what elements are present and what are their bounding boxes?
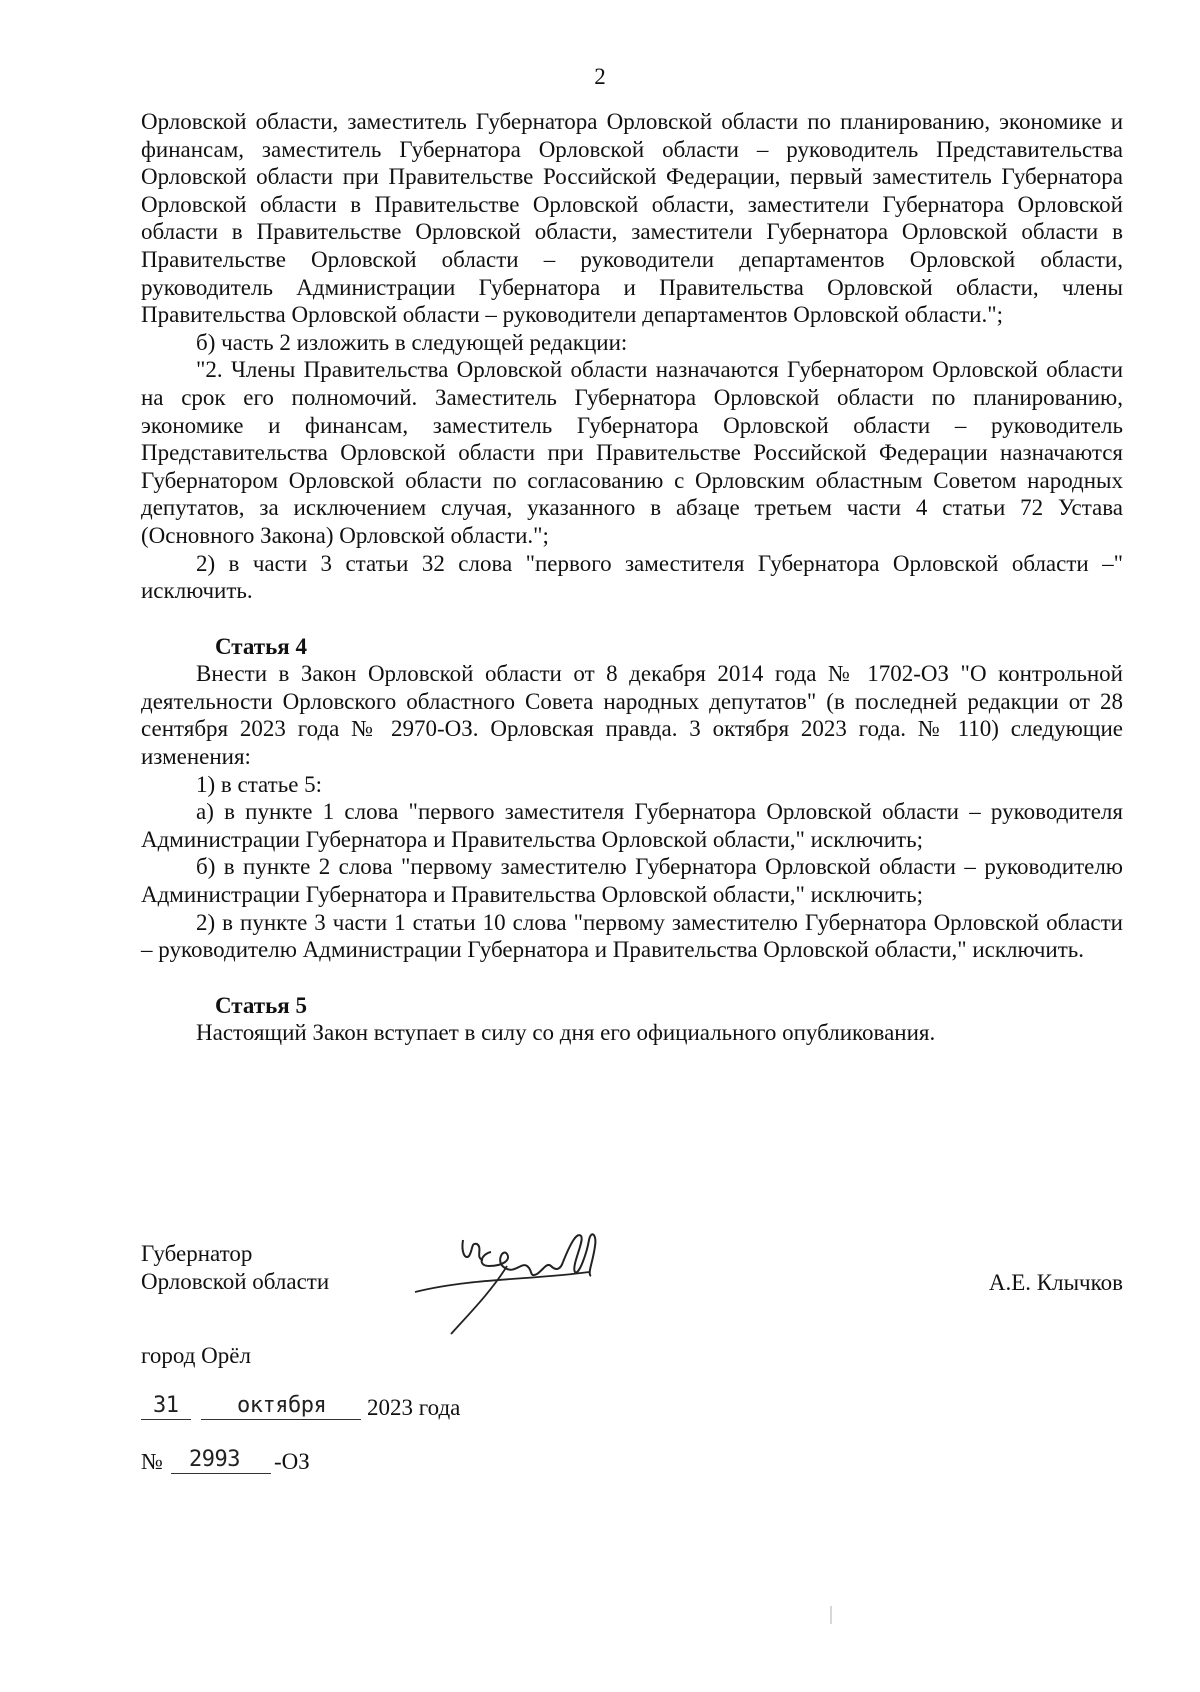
signatory-title-line: Орловской области [141, 1269, 330, 1294]
city: город Орёл [141, 1343, 251, 1368]
law-number [141, 1449, 401, 1479]
paragraph: Орловской области, заместитель Губернатора Орловской области по планированию, экономике и финансам, заместитель Губернатора Орловской области – руководитель Представительства Орловской области при Правительстве Российской Федерации, первый заместитель Губернатора Орловской области в Правительстве Орловской области, заместители Губернатора Орловской области в Правительстве Орловской области, заместители Губернатора Орловской области в Правительстве Орловской области – руководители департаментов Орловской области, руководитель Администрации Губернатора и Правительства Орловской области, члены Правительства Орловской области – руководители департаментов Орловской области."; [141, 109, 1123, 328]
paragraph: б) часть 2 изложить в следующей редакции: [196, 329, 628, 355]
paragraph: Настоящий Закон вступает в силу со дня его официального опубликования. [196, 1020, 936, 1046]
paragraph: Внести в Закон Орловской области от 8 декабря 2014 года № 1702-ОЗ "О контрольной деятельности Орловского областного Совета народных депутатов" (в последней редакции от 28 сентября 2023 года № 2970-ОЗ. Орловская правда. 3 октября 2023 года. № 110) следующие изменения: [141, 661, 1123, 770]
paragraph: 2) в части 3 статьи 32 слова "первого заместителя Губернатора Орловской области –" исключить. [141, 550, 1123, 604]
article-heading: Статья 5 [215, 992, 307, 1018]
law-number-suffix: -ОЗ [274, 1449, 310, 1474]
article-heading: Статья 4 [215, 633, 307, 659]
signatory-title-line: Губернатор [141, 1241, 253, 1266]
signatory-title [141, 1240, 329, 1296]
signature-block [141, 1240, 1123, 1340]
handwritten-signature [411, 1222, 641, 1342]
document-body [141, 108, 1123, 1047]
paragraph: а) в пункте 1 слова "первого заместителя Губернатора Орловской области – руководителя Администрации Губернатора и Правительства Орловской области," исключить; [141, 799, 1123, 852]
paragraph: б) в пункте 2 слова "первому заместителю Губернатора Орловской области – руководителю Администрации Губернатора и Правительства Орловской области," исключить; [141, 854, 1123, 908]
date-month: октября [237, 1393, 327, 1418]
date-year: 2023 года [367, 1395, 461, 1420]
paragraph: "2. Члены Правительства Орловской области назначаются Губернатором Орловской области на срок его полномочий. Заместитель Губернатора Орловской области по планированию, экономике и финансам, заместитель Губернатора Орловской области – руководитель Представительства Орловской области при Правительстве Российской Федерации назначаются Губернатором Орловской области по согласованию с Орловским областным Советом народных депутатов, за исключением случая, указанного в абзаце третьем части 4 статьи 72 Устава (Основного Закона) Орловской области."; [141, 357, 1123, 548]
paragraph: 2) в пункте 3 части 1 статьи 10 слова "первому заместителю Губернатора Орловской области – руководителю Администрации Губернатора и Правительства Орловской области," исключить. [141, 909, 1123, 963]
signatory-name: А.Е. Клычков [988, 1270, 1123, 1295]
law-number-value: 2993 [189, 1447, 240, 1472]
signing-date [141, 1395, 501, 1425]
number-sign: № [141, 1449, 163, 1474]
paragraph: 1) в статье 5: [196, 771, 323, 797]
scan-artifact [830, 1606, 832, 1624]
date-day: 31 [153, 1393, 179, 1418]
page-number: 2 [594, 64, 606, 89]
